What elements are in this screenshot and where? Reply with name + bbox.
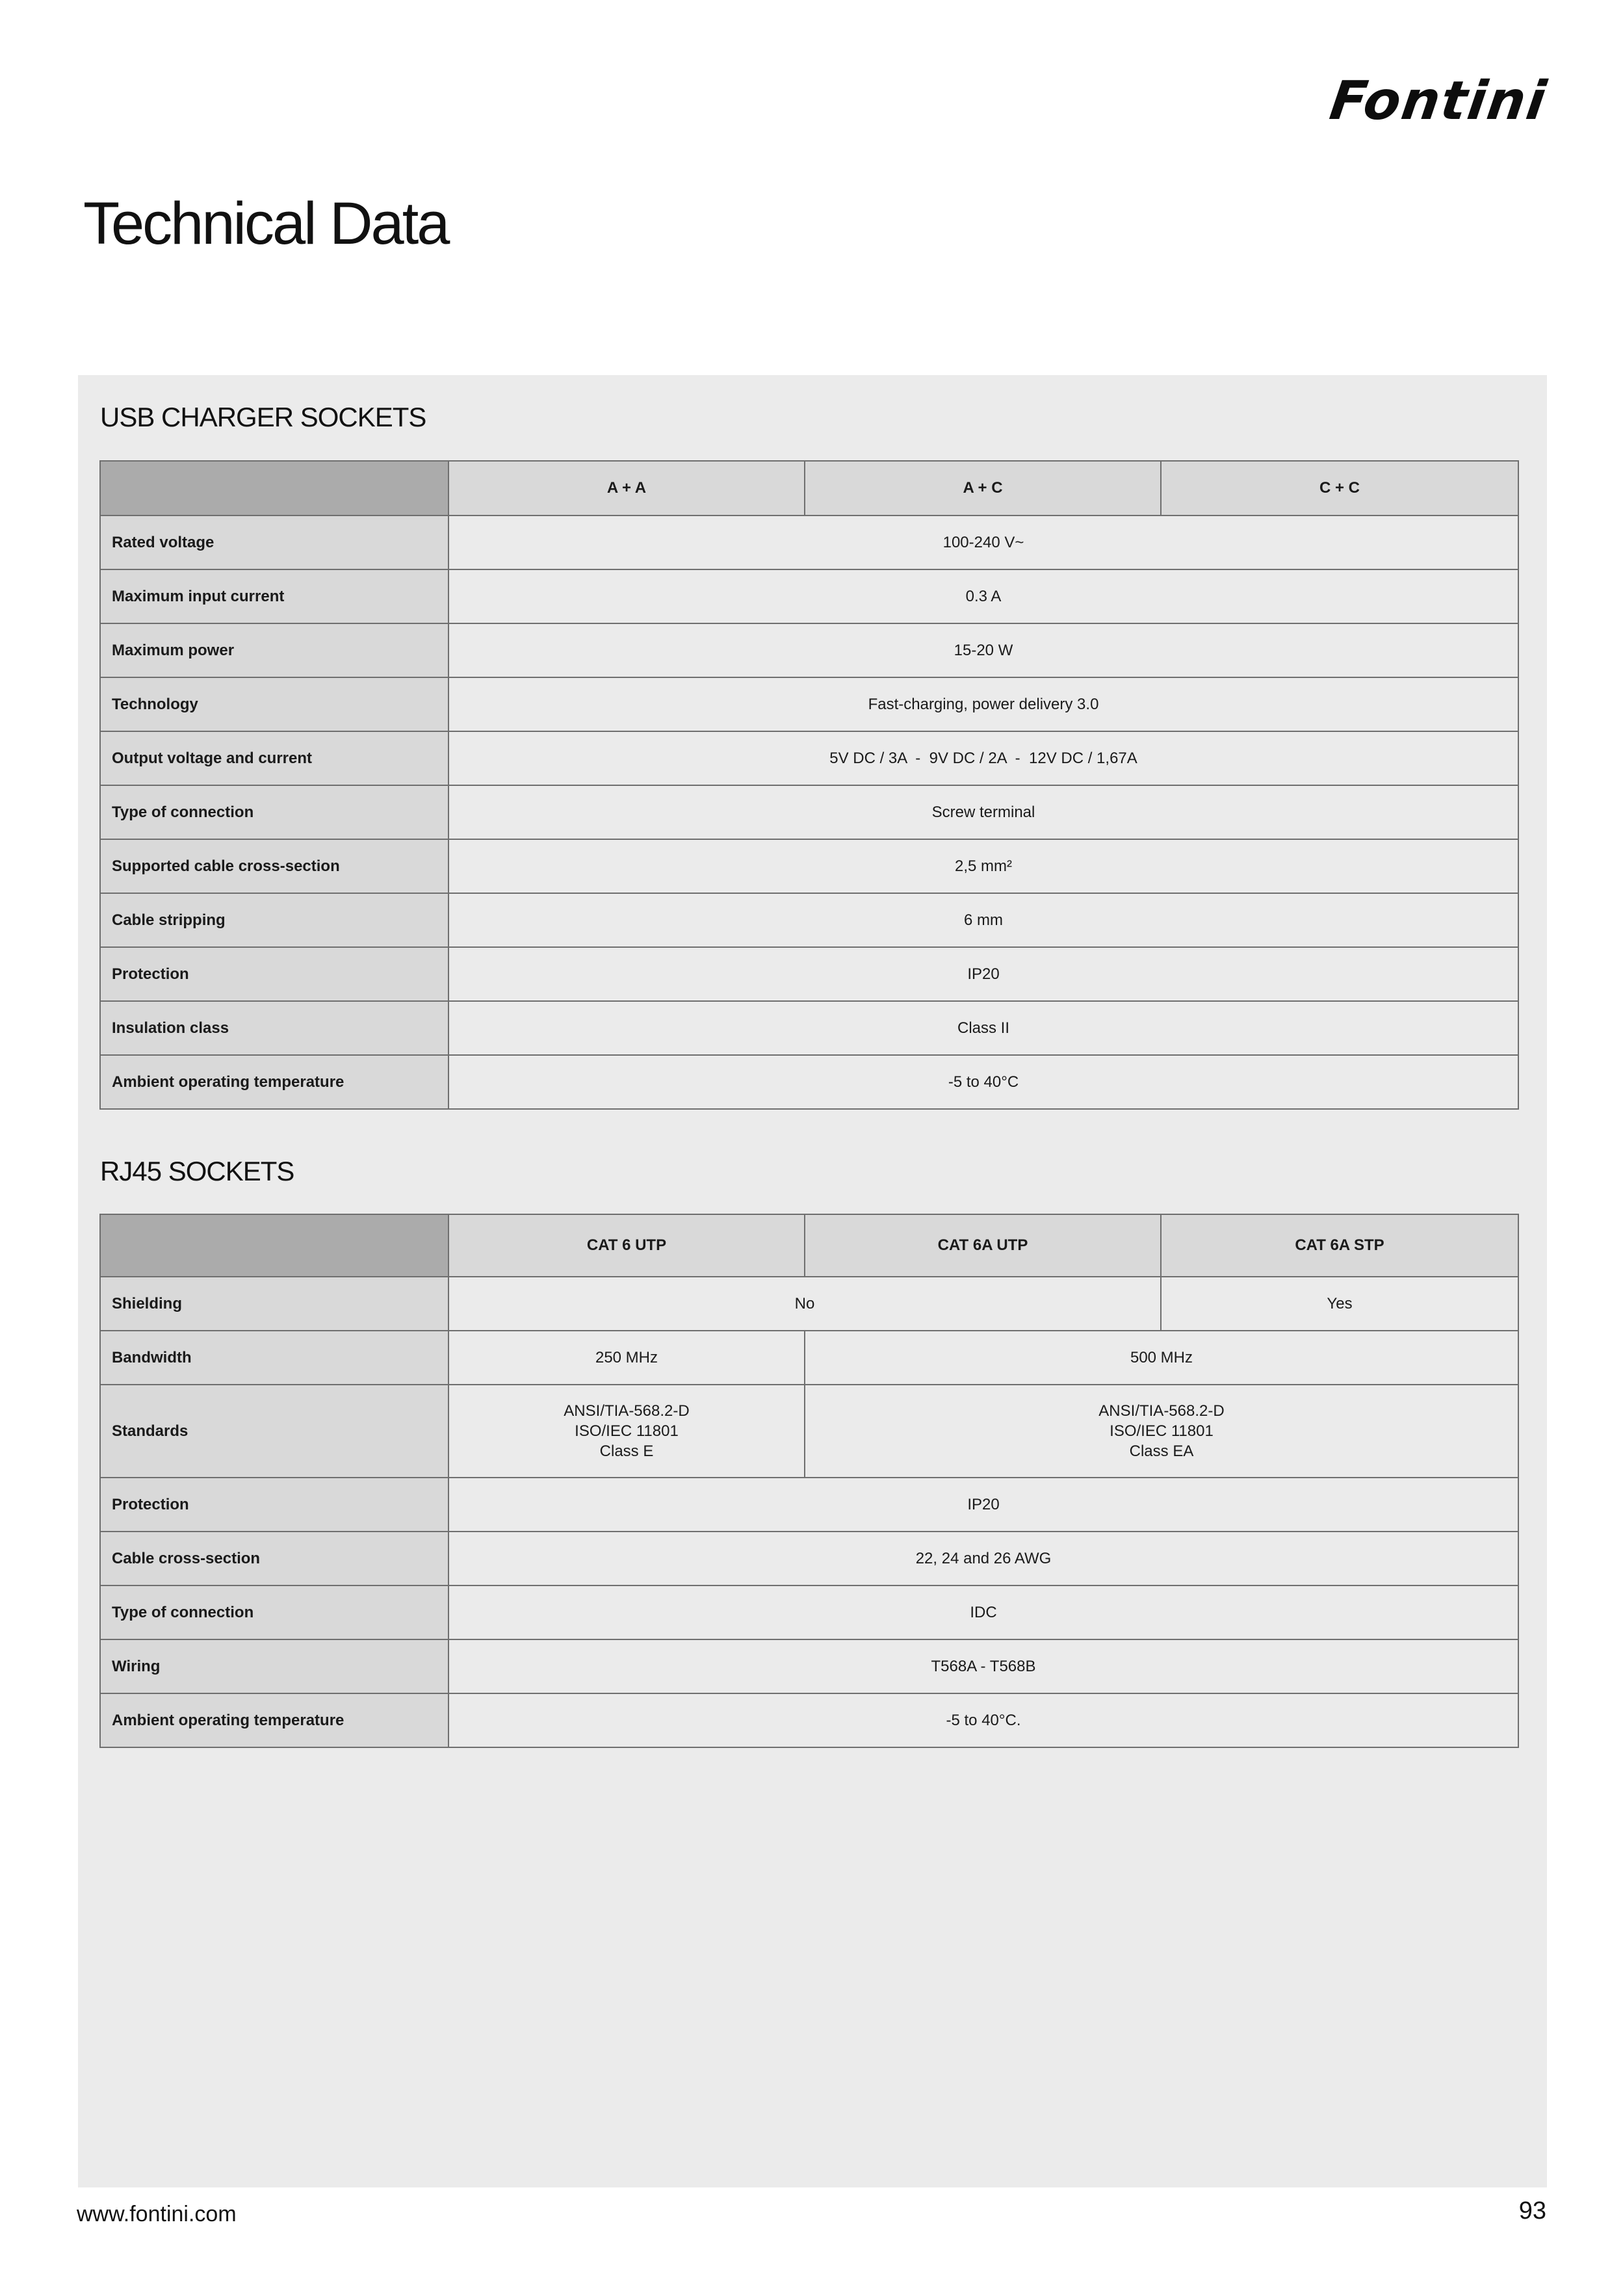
rj45-header-row (100, 1214, 1518, 1277)
usb-col-c-c: C + C (1161, 461, 1518, 515)
usb-col-a-c: A + C (805, 461, 1161, 515)
table-row (100, 1001, 1518, 1055)
table-row (100, 839, 1518, 893)
row-value: 22, 24 and 26 AWG (448, 1532, 1518, 1585)
table-row (100, 569, 1518, 623)
table-row (100, 893, 1518, 947)
table-row (100, 731, 1518, 785)
table-row (100, 677, 1518, 731)
table-row (100, 1478, 1518, 1532)
row-label: Ambient operating temperature (100, 1055, 448, 1109)
row-label: Protection (100, 1478, 448, 1532)
rj45-corner-cell (100, 1214, 448, 1277)
fontini-logo: Fontini (1326, 70, 1551, 132)
rj45-section-title: RJ45 SOCKETS (100, 1156, 294, 1186)
row-label: Rated voltage (100, 515, 448, 569)
row-value: 5V DC / 3A - 9V DC / 2A - 12V DC / 1,67A (448, 731, 1518, 785)
usb-section-title: USB CHARGER SOCKETS (100, 402, 426, 432)
shielding-utp-value: No (448, 1277, 1161, 1331)
row-label: Output voltage and current (100, 731, 448, 785)
table-row (100, 1385, 1518, 1478)
usb-corner-cell (100, 461, 448, 515)
row-value: Fast-charging, power delivery 3.0 (448, 677, 1518, 731)
table-row (100, 1693, 1518, 1747)
rj45-col-cat6a-utp: CAT 6A UTP (805, 1214, 1161, 1277)
footer-website-link[interactable]: www.fontini.com (77, 2202, 237, 2226)
shielding-stp-value: Yes (1161, 1277, 1518, 1331)
table-row (100, 1585, 1518, 1639)
row-value: Screw terminal (448, 785, 1518, 839)
table-row (100, 1277, 1518, 1331)
standards-line: ISO/IEC 11801 (575, 1422, 679, 1440)
row-label: Type of connection (100, 1585, 448, 1639)
row-label: Technology (100, 677, 448, 731)
row-label: Maximum input current (100, 569, 448, 623)
standards-line: ISO/IEC 11801 (1110, 1422, 1214, 1440)
bandwidth-cat6-value: 250 MHz (448, 1331, 805, 1385)
row-label: Shielding (100, 1277, 448, 1331)
page-number: 93 (1518, 2197, 1546, 2224)
row-label: Insulation class (100, 1001, 448, 1055)
rj45-col-cat6-utp: CAT 6 UTP (448, 1214, 805, 1277)
row-label: Protection (100, 947, 448, 1001)
rj45-col-cat6a-stp: CAT 6A STP (1161, 1214, 1518, 1277)
row-value: IDC (448, 1585, 1518, 1639)
row-value: 15-20 W (448, 623, 1518, 677)
usb-col-a-a: A + A (448, 461, 805, 515)
table-row (100, 1639, 1518, 1693)
table-row (100, 1055, 1518, 1109)
row-label: Maximum power (100, 623, 448, 677)
row-value: 100-240 V~ (448, 515, 1518, 569)
table-row (100, 947, 1518, 1001)
row-value: -5 to 40°C (448, 1055, 1518, 1109)
page-title: Technical Data (83, 190, 448, 257)
row-label: Type of connection (100, 785, 448, 839)
usb-spec-table (99, 460, 1519, 1110)
row-value: T568A - T568B (448, 1639, 1518, 1693)
standards-line: ANSI/TIA-568.2-D (564, 1402, 690, 1420)
row-label: Bandwidth (100, 1331, 448, 1385)
standards-cat6a-value (805, 1385, 1518, 1478)
usb-header-row (100, 461, 1518, 515)
row-label: Cable cross-section (100, 1532, 448, 1585)
bandwidth-cat6a-value: 500 MHz (805, 1331, 1518, 1385)
standards-line: Class EA (1129, 1442, 1194, 1460)
row-label: Cable stripping (100, 893, 448, 947)
table-row (100, 623, 1518, 677)
row-value: 0.3 A (448, 569, 1518, 623)
standards-line: ANSI/TIA-568.2-D (1098, 1402, 1225, 1420)
row-value: IP20 (448, 1478, 1518, 1532)
row-label: Ambient operating temperature (100, 1693, 448, 1747)
row-value: Class II (448, 1001, 1518, 1055)
table-row (100, 1532, 1518, 1585)
table-row (100, 1331, 1518, 1385)
row-value: 2,5 mm² (448, 839, 1518, 893)
row-value: -5 to 40°C. (448, 1693, 1518, 1747)
row-value: 6 mm (448, 893, 1518, 947)
standards-cat6-value (448, 1385, 805, 1478)
row-label: Standards (100, 1385, 448, 1478)
row-label: Wiring (100, 1639, 448, 1693)
row-value: IP20 (448, 947, 1518, 1001)
rj45-spec-table (99, 1214, 1519, 1748)
standards-line: Class E (599, 1442, 654, 1460)
table-row (100, 785, 1518, 839)
row-label: Supported cable cross-section (100, 839, 448, 893)
table-row (100, 515, 1518, 569)
